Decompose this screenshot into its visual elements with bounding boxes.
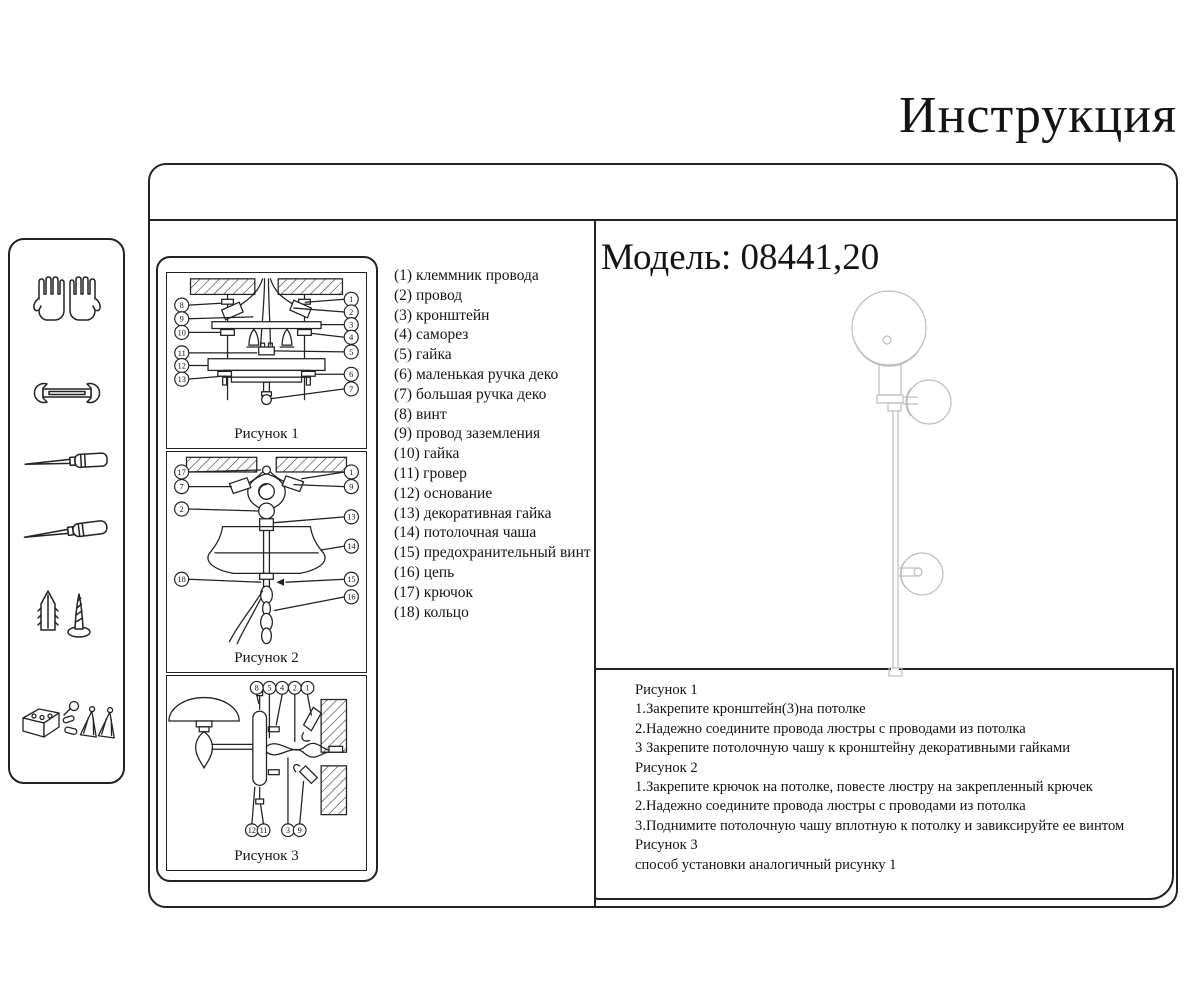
instruction-line: 2.Надежно соедините провода люстры с проводами из потолка: [635, 798, 1026, 815]
svg-text:14: 14: [347, 542, 356, 552]
wall-hatch: [321, 700, 346, 815]
part-item: (2) провод: [394, 286, 463, 304]
part-item: (5) гайка: [394, 346, 452, 364]
figure-3-label: Рисунок 3: [234, 848, 299, 864]
figure-3-section: [166, 675, 367, 871]
instruction-line: 1.Закрепите кронштейн(3)на потолке: [635, 701, 866, 718]
svg-text:18: 18: [177, 575, 186, 585]
tools-sidebar: [8, 238, 125, 784]
callout-13: [274, 510, 358, 524]
small-fasteners: [62, 702, 78, 735]
part-item: (9) провод заземления: [394, 425, 541, 443]
gloves-icon: [29, 272, 105, 333]
svg-text:1: 1: [349, 467, 354, 477]
part-item: (14) потолочная чаша: [394, 524, 537, 542]
lamp-pole: [888, 403, 902, 680]
callout-12: [246, 787, 259, 836]
callout-15: [276, 572, 358, 586]
svg-text:2: 2: [292, 683, 297, 693]
instruction-line: 3.Поднимите потолочную чашу вплотную к потолку и завиксируйте ее винтом: [635, 817, 1125, 834]
svg-text:5: 5: [349, 347, 354, 357]
part-item: (4) саморез: [394, 326, 469, 344]
model-heading: Модель: 08441,20: [601, 237, 880, 278]
svg-text:7: 7: [179, 482, 184, 492]
svg-text:5: 5: [267, 683, 272, 693]
wall-anchor-and-screw-icon: [35, 588, 99, 649]
figure-1-label: Рисунок 1: [234, 426, 299, 442]
instruction-line: 1.Закрепите крючок на потолке, повесте люстру на закрепленный крючек: [635, 779, 1093, 796]
svg-text:8: 8: [179, 301, 184, 311]
callout-12: [175, 359, 208, 373]
part-item: (7) большая ручка деко: [394, 385, 547, 403]
page-title: Инструкция: [899, 87, 1177, 144]
part-item: (17) крючок: [394, 583, 474, 601]
svg-text:12: 12: [247, 826, 257, 836]
figure-3-diagram: [167, 676, 366, 844]
svg-text:13: 13: [347, 512, 356, 522]
instruction-line: 2.Надежно соедините провода люстры с проводами из потолка: [635, 720, 1026, 737]
figure-2-diagram: [167, 452, 366, 648]
header-divider: [149, 219, 1177, 221]
terminal-block: [259, 343, 275, 355]
instruction-line: способ установки аналогичный рисунку 1: [635, 856, 897, 873]
svg-text:8: 8: [254, 683, 259, 693]
wall-anchor: [38, 591, 58, 630]
svg-text:16: 16: [347, 592, 356, 602]
svg-text:9: 9: [297, 826, 302, 836]
wall-lamp-drawing: [822, 278, 972, 680]
terminal-block: [23, 709, 59, 737]
instructions-box: [594, 668, 1174, 900]
svg-text:9: 9: [349, 482, 354, 492]
svg-text:12: 12: [177, 361, 186, 371]
callout-7: [175, 480, 232, 494]
wall-plate: [253, 692, 279, 804]
callout-3: [321, 318, 358, 332]
callout-2: [175, 502, 258, 516]
callout-11: [175, 346, 257, 360]
svg-text:10: 10: [177, 328, 186, 338]
figure-1-section: [166, 272, 367, 449]
instruction-line: 3 Закрепите потолочную чашу к кронштейну декоративными гайками: [635, 740, 1071, 757]
part-item: (16) цепь: [394, 563, 455, 581]
instruction-line: Рисунок 3: [635, 837, 698, 854]
part-item: (13) декоративная гайка: [394, 504, 552, 522]
chain-and-wire: [229, 586, 272, 644]
svg-text:1: 1: [349, 295, 354, 305]
part-item: (1) клеммник провода: [394, 267, 539, 284]
part-item: (6) маленькая ручка деко: [394, 365, 559, 383]
lamp-body: [877, 365, 918, 404]
callout-3: [282, 758, 295, 837]
svg-text:17: 17: [177, 467, 186, 477]
svg-text:13: 13: [177, 375, 186, 385]
part-item: (3) кронштейн: [394, 306, 490, 324]
fasteners-kit-icon: [17, 696, 117, 753]
svg-text:2: 2: [349, 307, 354, 317]
figure-2-section: [166, 451, 367, 673]
svg-text:11: 11: [177, 348, 186, 358]
lamp-shade: [852, 291, 926, 366]
callout-8: [250, 681, 263, 703]
callout-14: [321, 539, 358, 553]
lower-wall-mount: [899, 553, 943, 595]
ceiling-hatch: [191, 279, 343, 295]
svg-text:11: 11: [259, 826, 268, 836]
figure-2-label: Рисунок 2: [234, 650, 299, 666]
ceiling-cup: [208, 527, 325, 580]
wall-plugs: [80, 706, 117, 738]
svg-text:1: 1: [305, 683, 310, 693]
instruction-line: Рисунок 2: [635, 759, 698, 776]
stem: [264, 530, 270, 589]
left-glove: [33, 277, 63, 320]
svg-text:2: 2: [179, 504, 184, 514]
svg-text:4: 4: [349, 333, 354, 343]
parts-list: [394, 266, 592, 622]
part-item: (11) гровер: [394, 464, 467, 482]
part-item: (8) винт: [394, 405, 447, 423]
callout-9: [293, 781, 306, 836]
part-item: (18) кольцо: [394, 603, 469, 621]
callout-4: [311, 330, 358, 344]
svg-text:15: 15: [347, 575, 356, 585]
base-and-canopy: [208, 359, 325, 405]
callout-8: [175, 298, 221, 312]
callout-18: [175, 572, 261, 586]
svg-text:3: 3: [349, 320, 354, 330]
callout-11: [257, 805, 270, 837]
callout-13: [175, 372, 222, 386]
part-item: (10) гайка: [394, 445, 460, 463]
screw: [68, 594, 90, 637]
svg-text:3: 3: [285, 826, 291, 836]
svg-text:9: 9: [179, 314, 184, 324]
callout-16: [274, 590, 358, 611]
svg-text:6: 6: [349, 370, 354, 380]
lamp-arm-and-shade: [169, 698, 253, 768]
right-glove: [70, 277, 100, 320]
instruction-line: Рисунок 1: [635, 682, 698, 698]
part-item: (12) основание: [394, 484, 493, 502]
phillips-screwdriver-icon: [22, 516, 112, 551]
callout-4: [276, 681, 289, 724]
flat-screwdriver-icon: [22, 448, 112, 479]
open-end-wrench-icon: [24, 380, 110, 411]
callout-2: [288, 681, 301, 741]
part-item: (15) предохранительный винт: [394, 544, 591, 562]
callout-7: [271, 382, 358, 399]
upper-wall-mount: [906, 380, 951, 424]
svg-text:4: 4: [280, 683, 285, 693]
figure-1-diagram: [167, 273, 366, 423]
svg-text:7: 7: [349, 384, 354, 394]
